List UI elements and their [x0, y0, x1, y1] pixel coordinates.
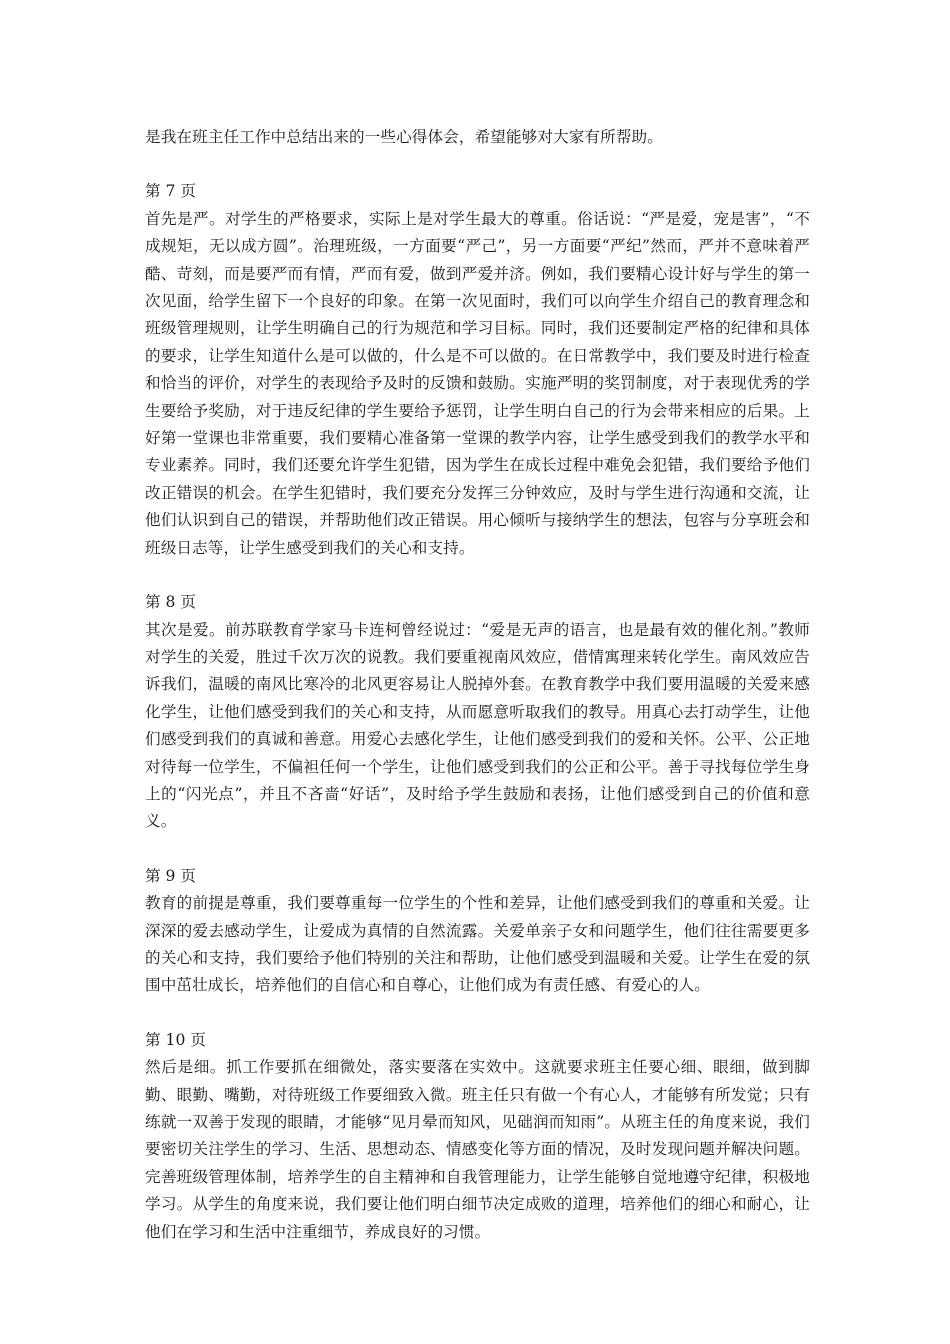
section-page-9: [145, 863, 810, 1000]
section-page-10: [145, 1027, 810, 1246]
page-number-heading: 第 7 页: [145, 182, 197, 201]
section-body: 首先是严。对学生的严格要求，实际上是对学生最大的尊重。俗话说：“严是爱，宠是害”，“不成规矩，无以成方圆”。治理班级，一方面要“严己”，另一方面要“严纪”然而，严并不意味着严酷、苛刻，而是要严而有情，严而有爱，做到严爱并济。例如，我们要精心设计好与学生的第一次见面，给学生留下一个良好的印象。在第一次见面时，我们可以向学生介绍自己的教育理念和班级管理规则，让学生明确自己的行为规范和学习目标。同时，我们还要制定严格的纪律和具体的要求，让学生知道什么是可以做的，什么是不可以做的。在日常教学中，我们要及时进行检查和恰当的评价，对学生的表现给予及时的反馈和鼓励。实施严明的奖罚制度，对于表现优秀的学生要给予奖励，对于违反纪律的学生要给予惩罚，让学生明白自己的行为会带来相应的后果。上好第一堂课也非常重要，我们要精心准备第一堂课的教学内容，让学生感受到我们的教学水平和专业素养。同时，我们还要允许学生犯错，因为学生在成长过程中难免会犯错，我们要给予他们改正错误的机会。在学生犯错时，我们要充分发挥三分钟效应，及时与学生进行沟通和交流，让他们认识到自己的错误，并帮助他们改正错误。用心倾听与接纳学生的想法，包容与分享班会和班级日志等，让学生感受到我们的关心和支持。: [145, 209, 810, 557]
page-number-heading: 第 8 页: [145, 593, 197, 612]
page-number-heading: 第 9 页: [145, 866, 197, 885]
intro-paragraph: 是我在班主任工作中总结出来的一些心得体会，希望能够对大家有所帮助。: [145, 128, 663, 146]
page-number-heading: 第 10 页: [145, 1030, 206, 1049]
section-body: 教育的前提是尊重，我们要尊重每一位学生的个性和差异，让他们感受到我们的尊重和关爱。让深深的爱去感动学生，让爱成为真情的自然流露。关爱单亲子女和问题学生，他们往往需要更多的关心和支持，我们要给予他们特别的关注和帮助，让他们感受到温暖和关爱。让学生在爱的氛围中茁壮成长，培养他们的自信心和自尊心，让他们成为有责任感、有爱心的人。: [145, 894, 810, 995]
section-page-7: [145, 178, 810, 562]
section-body: 然后是细。抓工作要抓在细微处，落实要落在实效中。这就要求班主任要心细、眼细，做到脚勤、眼勤、嘴勤，对待班级工作要细致入微。班主任只有做一个有心人，才能够有所发觉；只有练就一双善于发现的眼睛，才能够“见月晕而知风，见础润而知雨”。从班主任的角度来说，我们要密切关注学生的学习、生活、思想动态、情感变化等方面的情况，及时发现问题并解决问题。完善班级管理体制，培养学生的自主精神和自我管理能力，让学生能够自觉地遵守纪律，积极地学习。从学生的角度来说，我们要让他们明白细节决定成败的道理，培养他们的细心和耐心，让他们在学习和生活中注重细节，养成良好的习惯。: [145, 1058, 810, 1241]
document-content: [145, 124, 810, 1246]
section-page-8: [145, 589, 810, 836]
section-body: 其次是爱。前苏联教育学家马卡连柯曾经说过：“爱是无声的语言，也是最有效的催化剂。”教师对学生的关爱，胜过千次万次的说教。我们要重视南风效应，借情寓理来转化学生。南风效应告诉我们，温暖的南风比寒冷的北风更容易让人脱掉外套。在教育教学中我们要用温暖的关爱来感化学生，让他们感受到我们的关心和支持，从而愿意听取我们的教导。用真心去打动学生，让他们感受到我们的真诚和善意。用爱心去感化学生，让他们感受到我们的爱和关怀。公平、公正地对待每一位学生，不偏袒任何一个学生，让他们感受到我们的公正和公平。善于寻找每位学生身上的“闪光点”，并且不吝啬“好话”，及时给予学生鼓励和表扬，让他们感受到自己的价值和意义。: [145, 620, 810, 831]
